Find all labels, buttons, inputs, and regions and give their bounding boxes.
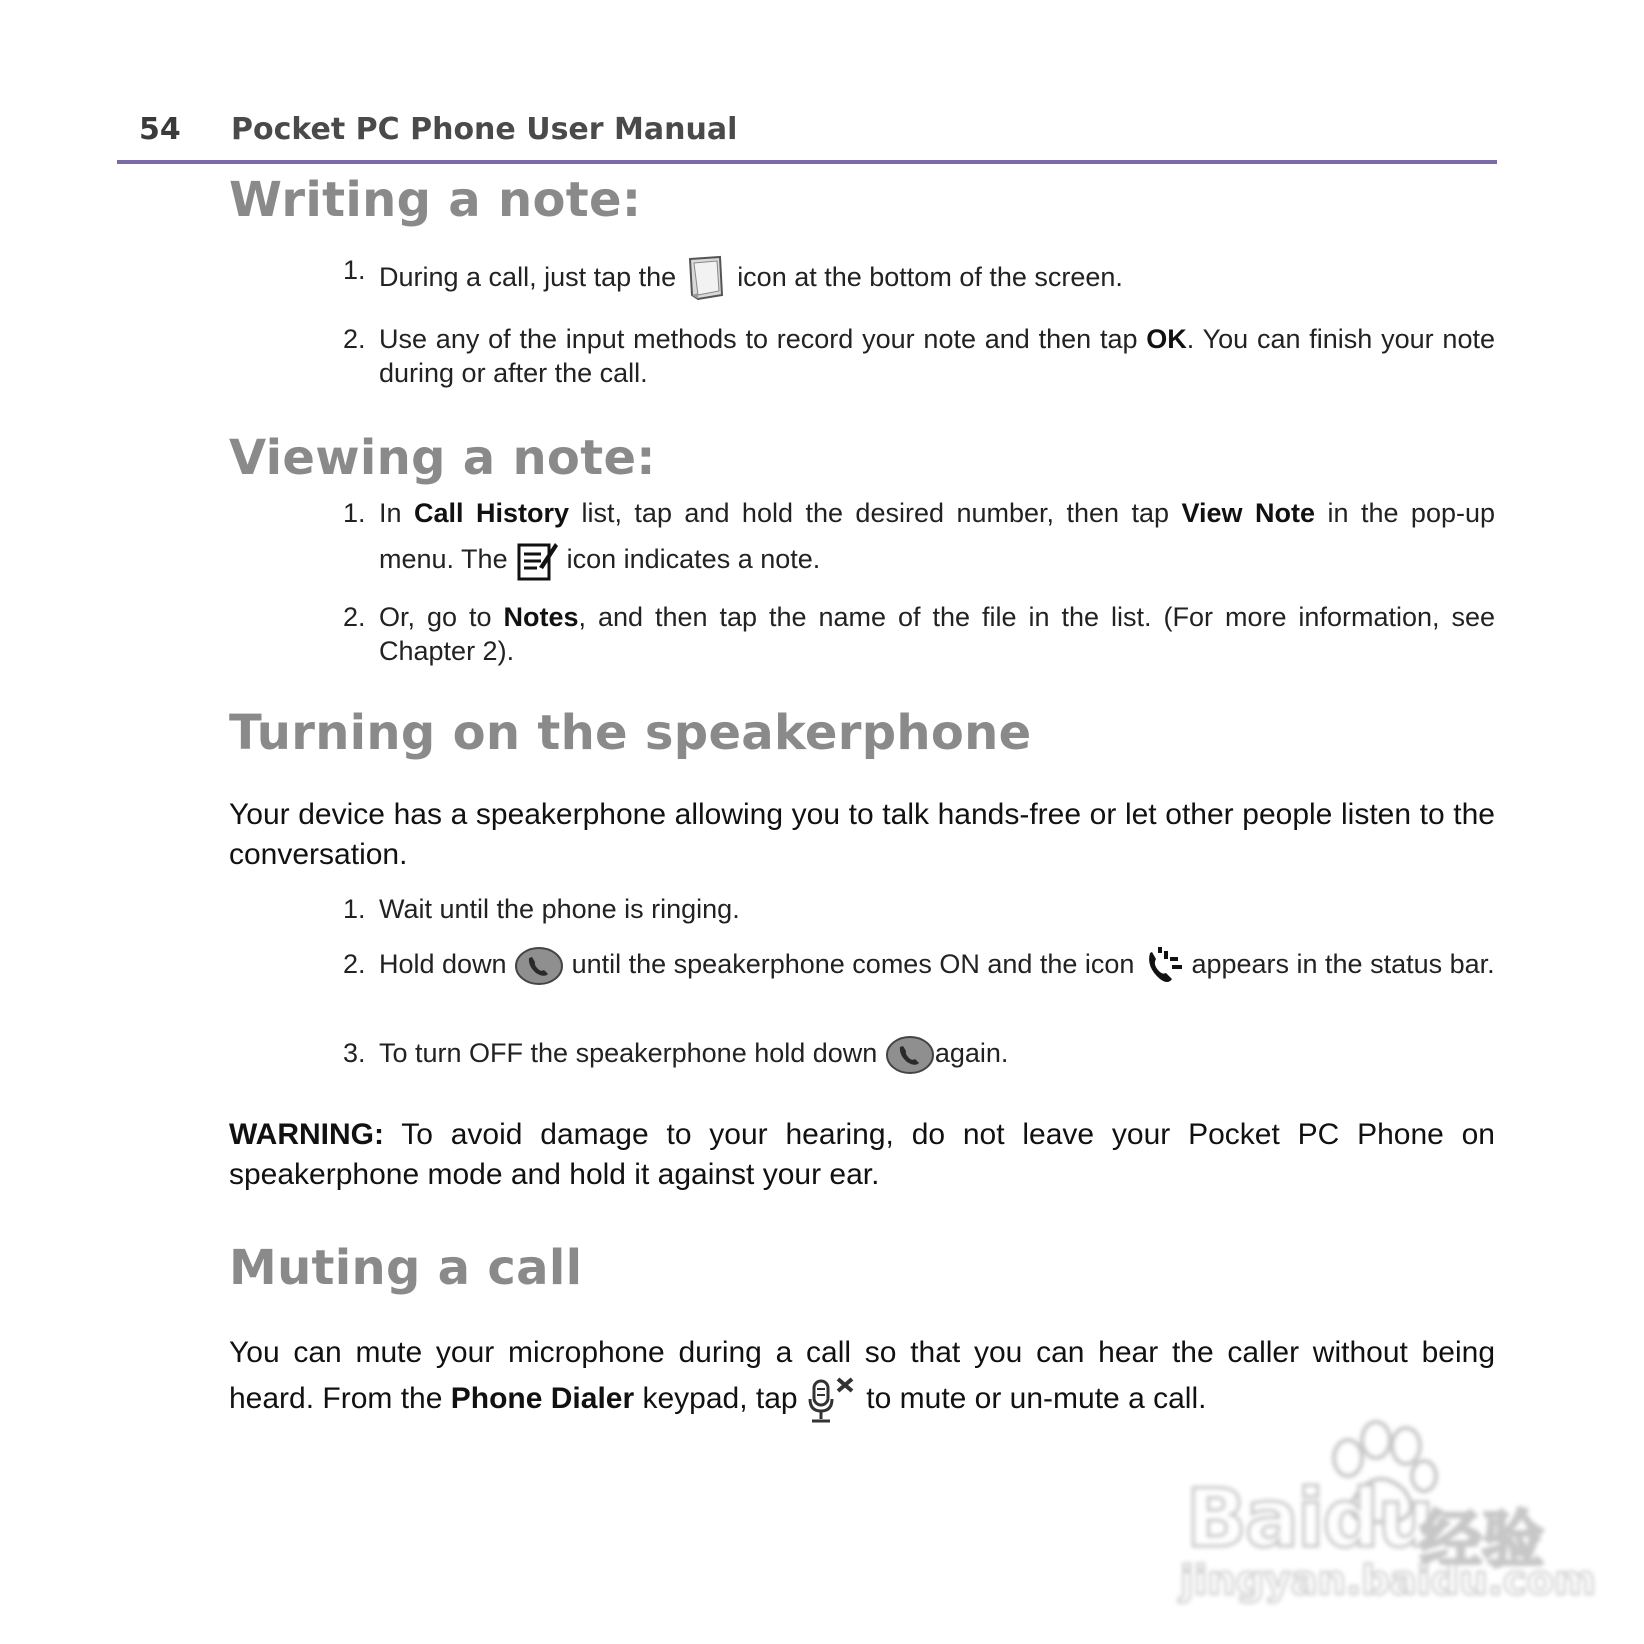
step-text: Wait until the phone is ringing. [379, 894, 740, 924]
muting-text: You can mute your microphone during a call so that you can hear the caller without being heard. From the [229, 1336, 1495, 1415]
muting-text: to mute or un-mute a call. [857, 1382, 1207, 1415]
baidu-cn-text: 经验 [1420, 1503, 1545, 1576]
step-text: Use any of the input methods to record your note and then tap [379, 324, 1147, 354]
step-text: until the speakerphone comes ON and the icon [564, 949, 1142, 979]
step-text: icon at the bottom of the screen. [737, 262, 1123, 293]
speakerphone-icon [1142, 945, 1184, 987]
speakerphone-intro: Your device has a speakerphone allowing you to talk hands-free or let other people listen to the conversation. [229, 798, 1495, 871]
heading-speakerphone: Turning on the speakerphone [229, 705, 1032, 761]
step-text: list, tap and hold the desired number, then tap [569, 498, 1182, 528]
warning-paragraph [229, 1115, 1495, 1195]
step-number: 2. [343, 949, 366, 979]
step-number: 1. [343, 894, 366, 924]
call-history-label: Call History [413, 498, 569, 528]
heading-muting-call: Muting a call [229, 1240, 583, 1296]
phone-dialer-label: Phone Dialer [450, 1382, 635, 1415]
page-header [117, 108, 1497, 164]
talk-button-icon [514, 946, 564, 986]
warning-label: WARNING: [229, 1118, 384, 1151]
mute-microphone-icon [806, 1375, 858, 1425]
step-text: During a call, just tap the [379, 262, 684, 293]
step-number: 1. [343, 255, 366, 285]
warning-text: To avoid damage to your hearing, do not leave your Pocket PC Phone on speakerphone mode and hold it against your ear. [229, 1118, 1495, 1191]
step-text: in the pop-up menu. The [379, 498, 1496, 574]
step-number: 2. [343, 602, 366, 632]
manual-title: Pocket PC Phone User Manual [231, 112, 738, 147]
muting-text: keypad, tap [634, 1382, 806, 1415]
step-text: again. [934, 1038, 1009, 1068]
step-text: In [379, 498, 414, 528]
view-note-label: View Note [1181, 498, 1315, 528]
step-text: Or, go to [379, 602, 504, 632]
step-text: To turn OFF the speakerphone hold down [379, 1038, 885, 1068]
note-pad-icon [684, 253, 730, 305]
step-text: , and then tap the name of the file in the list. (For more information, see Chapter 2). [379, 602, 1496, 666]
note-indicator-icon [515, 539, 559, 583]
step-text: Hold down [379, 949, 515, 979]
heading-writing-note: Writing a note: [229, 172, 642, 228]
step-text: icon indicates a note. [559, 544, 821, 574]
page-number: 54 [139, 112, 181, 147]
baidu-url-text: jingyan.baidu.com [1180, 1558, 1596, 1604]
ok-label: OK [1146, 324, 1187, 354]
step-number: 1. [343, 498, 366, 528]
baidu-brand-text: Baidu [1186, 1472, 1433, 1565]
talk-button-icon [885, 1035, 935, 1075]
muting-paragraph [229, 1330, 1495, 1422]
baidu-watermark [1180, 1420, 1596, 1605]
notes-label: Notes [503, 602, 579, 632]
step-number: 3. [343, 1038, 366, 1068]
heading-viewing-note: Viewing a note: [229, 430, 656, 486]
step-text: . You can finish your note during or after the call. [379, 324, 1495, 388]
step-text: appears in the status bar. [1183, 949, 1495, 979]
step-number: 2. [343, 324, 366, 354]
